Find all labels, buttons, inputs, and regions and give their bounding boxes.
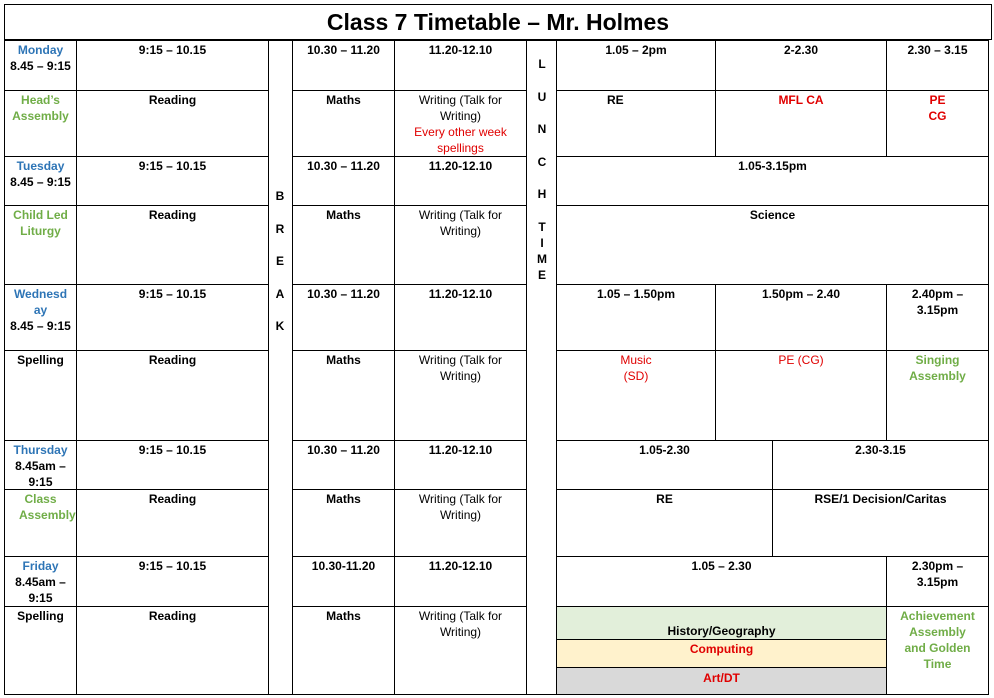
time-cell: 11.20-12.10 xyxy=(394,40,527,91)
subject-cell: RSE/1 Decision/Caritas xyxy=(772,489,989,557)
time-cell: 10.30 – 11.20 xyxy=(292,156,395,206)
break-letter: B xyxy=(275,189,285,203)
subject-cell: Writing (Talk for Writing) xyxy=(394,606,527,695)
time-cell: 9:15 – 10.15 xyxy=(76,156,269,206)
subject-cell: Singing Assembly xyxy=(886,350,989,441)
time-cell: 11.20-12.10 xyxy=(394,440,527,490)
achievement-assembly-cell: Achievement Assembly and Golden Time xyxy=(886,606,989,695)
subject-cell: PE (CG) xyxy=(715,350,887,441)
lunch-letter: I xyxy=(540,236,544,250)
time-cell: 2.30-3.15 xyxy=(772,440,989,490)
time-cell: 10.30-11.20 xyxy=(292,556,395,607)
subject-cell: RE xyxy=(556,489,773,557)
day-start-time: 8.45am – 9:15 xyxy=(15,459,66,489)
break-letter: E xyxy=(275,254,284,268)
day-start-time: 8.45 – 9:15 xyxy=(10,175,71,189)
subject-cell: Reading xyxy=(76,90,269,157)
time-cell: 10.30 – 11.20 xyxy=(292,40,395,91)
subject-cell: Maths xyxy=(292,606,395,695)
morning-activity: Child Led Liturgy xyxy=(4,205,77,285)
computing-cell: Computing xyxy=(556,639,887,668)
time-cell: 2.40pm – 3.15pm xyxy=(886,284,989,351)
day-cell-wednesday xyxy=(4,284,77,351)
day-cell-monday xyxy=(4,40,77,91)
time-cell: 11.20-12.10 xyxy=(394,156,527,206)
lunch-letter: L xyxy=(538,57,546,71)
subject-cell: Maths xyxy=(292,489,395,557)
day-name: Tuesday xyxy=(16,159,65,173)
time-cell: 9:15 – 10.15 xyxy=(76,40,269,91)
time-cell: 9:15 – 10.15 xyxy=(76,284,269,351)
time-cell: 10.30 – 11.20 xyxy=(292,440,395,490)
lunch-letter: C xyxy=(537,155,547,169)
lunch-letter: N xyxy=(537,122,547,136)
time-cell: 9:15 – 10.15 xyxy=(76,440,269,490)
morning-activity: Head’s Assembly xyxy=(4,90,77,157)
break-letter: K xyxy=(275,319,285,333)
break-column xyxy=(268,40,293,695)
day-name: Thursday xyxy=(13,443,68,457)
subject-cell: Reading xyxy=(76,606,269,695)
lunch-letter: U xyxy=(537,90,547,104)
time-cell: 1.05-3.15pm xyxy=(556,156,989,206)
day-cell-tuesday xyxy=(4,156,77,206)
day-start-time: 8.45 – 9:15 xyxy=(10,59,71,73)
page-title: Class 7 Timetable – Mr. Holmes xyxy=(4,4,992,40)
time-cell: 1.05 – 1.50pm xyxy=(556,284,716,351)
time-cell: 1.05 – 2.30 xyxy=(556,556,887,607)
time-cell: 10.30 – 11.20 xyxy=(292,284,395,351)
subject-cell: Science xyxy=(556,205,989,285)
lunch-letter: M xyxy=(537,252,547,266)
art-dt-cell: Art/DT xyxy=(556,667,887,695)
time-cell: 1.50pm – 2.40 xyxy=(715,284,887,351)
morning-activity: Spelling xyxy=(4,606,77,695)
subject-cell: Maths xyxy=(292,90,395,157)
subject-cell-writing xyxy=(394,90,527,157)
day-start-time: 8.45 – 9:15 xyxy=(10,319,71,333)
time-cell: 9:15 – 10.15 xyxy=(76,556,269,607)
time-cell: 1.05 – 2pm xyxy=(556,40,716,91)
break-label xyxy=(270,189,290,352)
break-letter: A xyxy=(275,286,285,301)
day-start-time: 8.45am – 9:15 xyxy=(15,575,66,605)
lunch-letter: T xyxy=(538,220,546,234)
day-name: Monday xyxy=(17,43,64,57)
subject-cell: Reading xyxy=(76,350,269,441)
time-cell: 11.20-12.10 xyxy=(394,556,527,607)
morning-activity: Spelling xyxy=(4,350,77,441)
subject-cell: Maths xyxy=(292,205,395,285)
time-cell: 2-2.30 xyxy=(715,40,887,91)
subject-cell: Writing (Talk for Writing) xyxy=(394,350,527,441)
spellings-note: Every other week spellings xyxy=(414,125,507,155)
subject-cell: Reading xyxy=(76,489,269,557)
lunch-label xyxy=(532,57,552,284)
subject-cell: Writing (Talk for Writing) xyxy=(394,205,527,285)
day-cell-thursday xyxy=(4,440,77,490)
day-name: Wednesday xyxy=(13,287,68,317)
break-letter: R xyxy=(275,221,285,236)
lunch-letter: H xyxy=(537,187,547,201)
subject-cell: Writing (Talk for Writing) xyxy=(394,489,527,557)
time-cell: 11.20-12.10 xyxy=(394,284,527,351)
day-cell-friday xyxy=(4,556,77,607)
day-name: Friday xyxy=(22,559,59,573)
time-cell: 2.30 – 3.15 xyxy=(886,40,989,91)
time-cell: 2.30pm – 3.15pm xyxy=(886,556,989,607)
time-cell: 1.05-2.30 xyxy=(556,440,773,490)
subject-cell: PE CG xyxy=(886,90,989,157)
morning-activity: Class Assembly xyxy=(4,489,77,557)
subject-text: History/Geography xyxy=(667,624,776,638)
lunch-letter: E xyxy=(537,268,546,282)
history-geography-cell xyxy=(556,606,887,640)
subject-cell: MFL CA xyxy=(715,90,887,157)
subject-cell: RE xyxy=(556,90,716,157)
subject-cell: Reading xyxy=(76,205,269,285)
subject-cell: Maths xyxy=(292,350,395,441)
subject-text: Writing (Talk for Writing) xyxy=(418,93,503,123)
subject-cell: Music (SD) xyxy=(556,350,716,441)
